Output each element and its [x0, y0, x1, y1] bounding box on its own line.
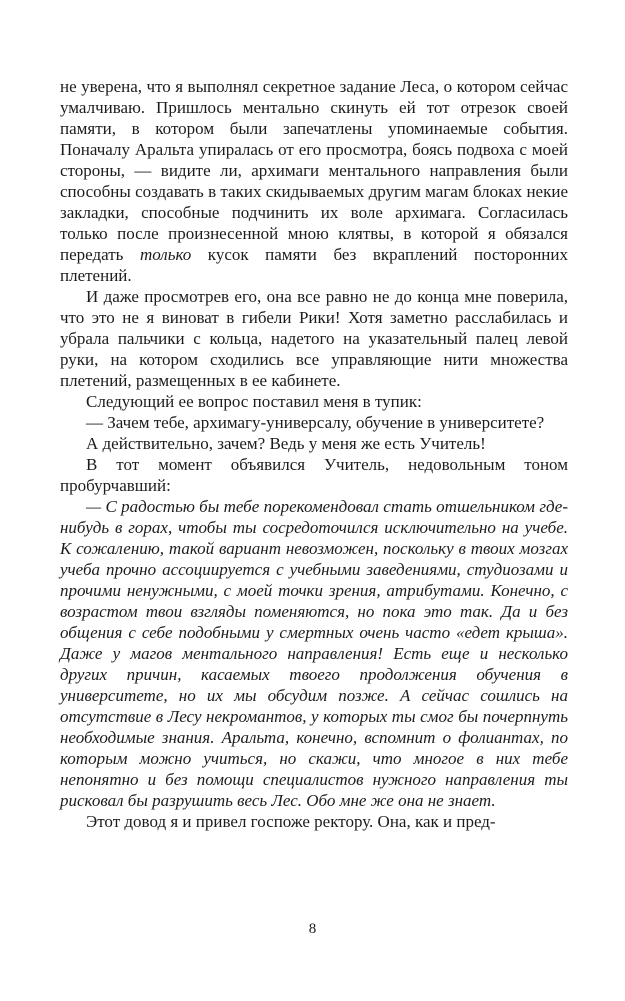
text-run: — Зачем тебе, архимагу-универсалу, обучение в университете?	[86, 413, 545, 432]
text-run: не уверена, что я выполнял секретное задание Леса, о котором сейчас умалчиваю. Пришлось ментально скинуть ей тот отрезок своей памяти, в котором были запечатлены упоминаемые события. Поначалу Аральта упиралась от его просмотра, боясь подвоха с моей стороны, — видите ли, архимаги ментального направления были способны создавать в таких скидываемых другим магам блоках некие закладки, способные подчинить их воле архимага. Согласилась только после произнесенной мною клятвы, в которой я обязался передать	[60, 77, 568, 264]
page-number: 8	[308, 921, 317, 937]
paragraph	[60, 76, 568, 286]
paragraph	[60, 433, 568, 454]
paragraph	[60, 391, 568, 412]
text-run: В тот момент объявился Учитель, недовольным тоном пробурчавший:	[60, 455, 568, 495]
paragraph	[60, 454, 568, 496]
paragraph	[60, 412, 568, 433]
text-run: кусок памяти без вкраплений посторонних плетений.	[60, 245, 569, 285]
text-run: И даже просмотрев его, она все равно не до конца мне поверила, что это не я виноват в гибели Рики! Хотя заметно расслабилась и убрала пальчики с кольца, надетого на указательный палец левой руки, на котором сходились все управляющие нити множества плетений, размещенных в ее кабинете.	[60, 287, 568, 390]
page-text	[60, 76, 568, 832]
text-run: Этот довод я и привел госпоже ректору. Она, как и пред-	[86, 812, 496, 831]
italic-text-run: только	[139, 245, 192, 264]
text-run: Следующий ее вопрос поставил меня в тупик:	[86, 392, 422, 411]
paragraph	[60, 811, 568, 832]
text-run: А действительно, зачем? Ведь у меня же есть Учитель!	[86, 434, 486, 453]
paragraph	[60, 496, 568, 811]
paragraph	[60, 286, 568, 391]
italic-text-run: — С радостью бы тебе порекомендовал стать отшельником где-нибудь в горах, чтобы ты сосредоточился исключительно на учебе. К сожалению, такой вариант невозможен, поскольку в твоих мозгах учеба прочно ассоциируется с учебными заведениями, студиозами и прочими ненужными, с моей точки зрения, атрибутами. Конечно, с возрастом твои взгляды поменяются, но пока это так. Да и без общения с себе подобными у смертных очень часто «едет крыша». Даже у магов ментального направления! Есть еще и несколько других причин, касаемых твоего продолжения обучения в университете, но их мы обсудим позже. А сейчас сошлись на отсутствие в Лесу некромантов, у которых ты смог бы почерпнуть необходимые знания. Аральта, конечно, вспомнит о фолиантах, по которым можно учиться, но скажи, что многое в них тебе непонятно и без помощи специалистов нужного направления ты рисковал бы разрушить весь Лес. Обо мне же она не знает.	[60, 497, 568, 810]
